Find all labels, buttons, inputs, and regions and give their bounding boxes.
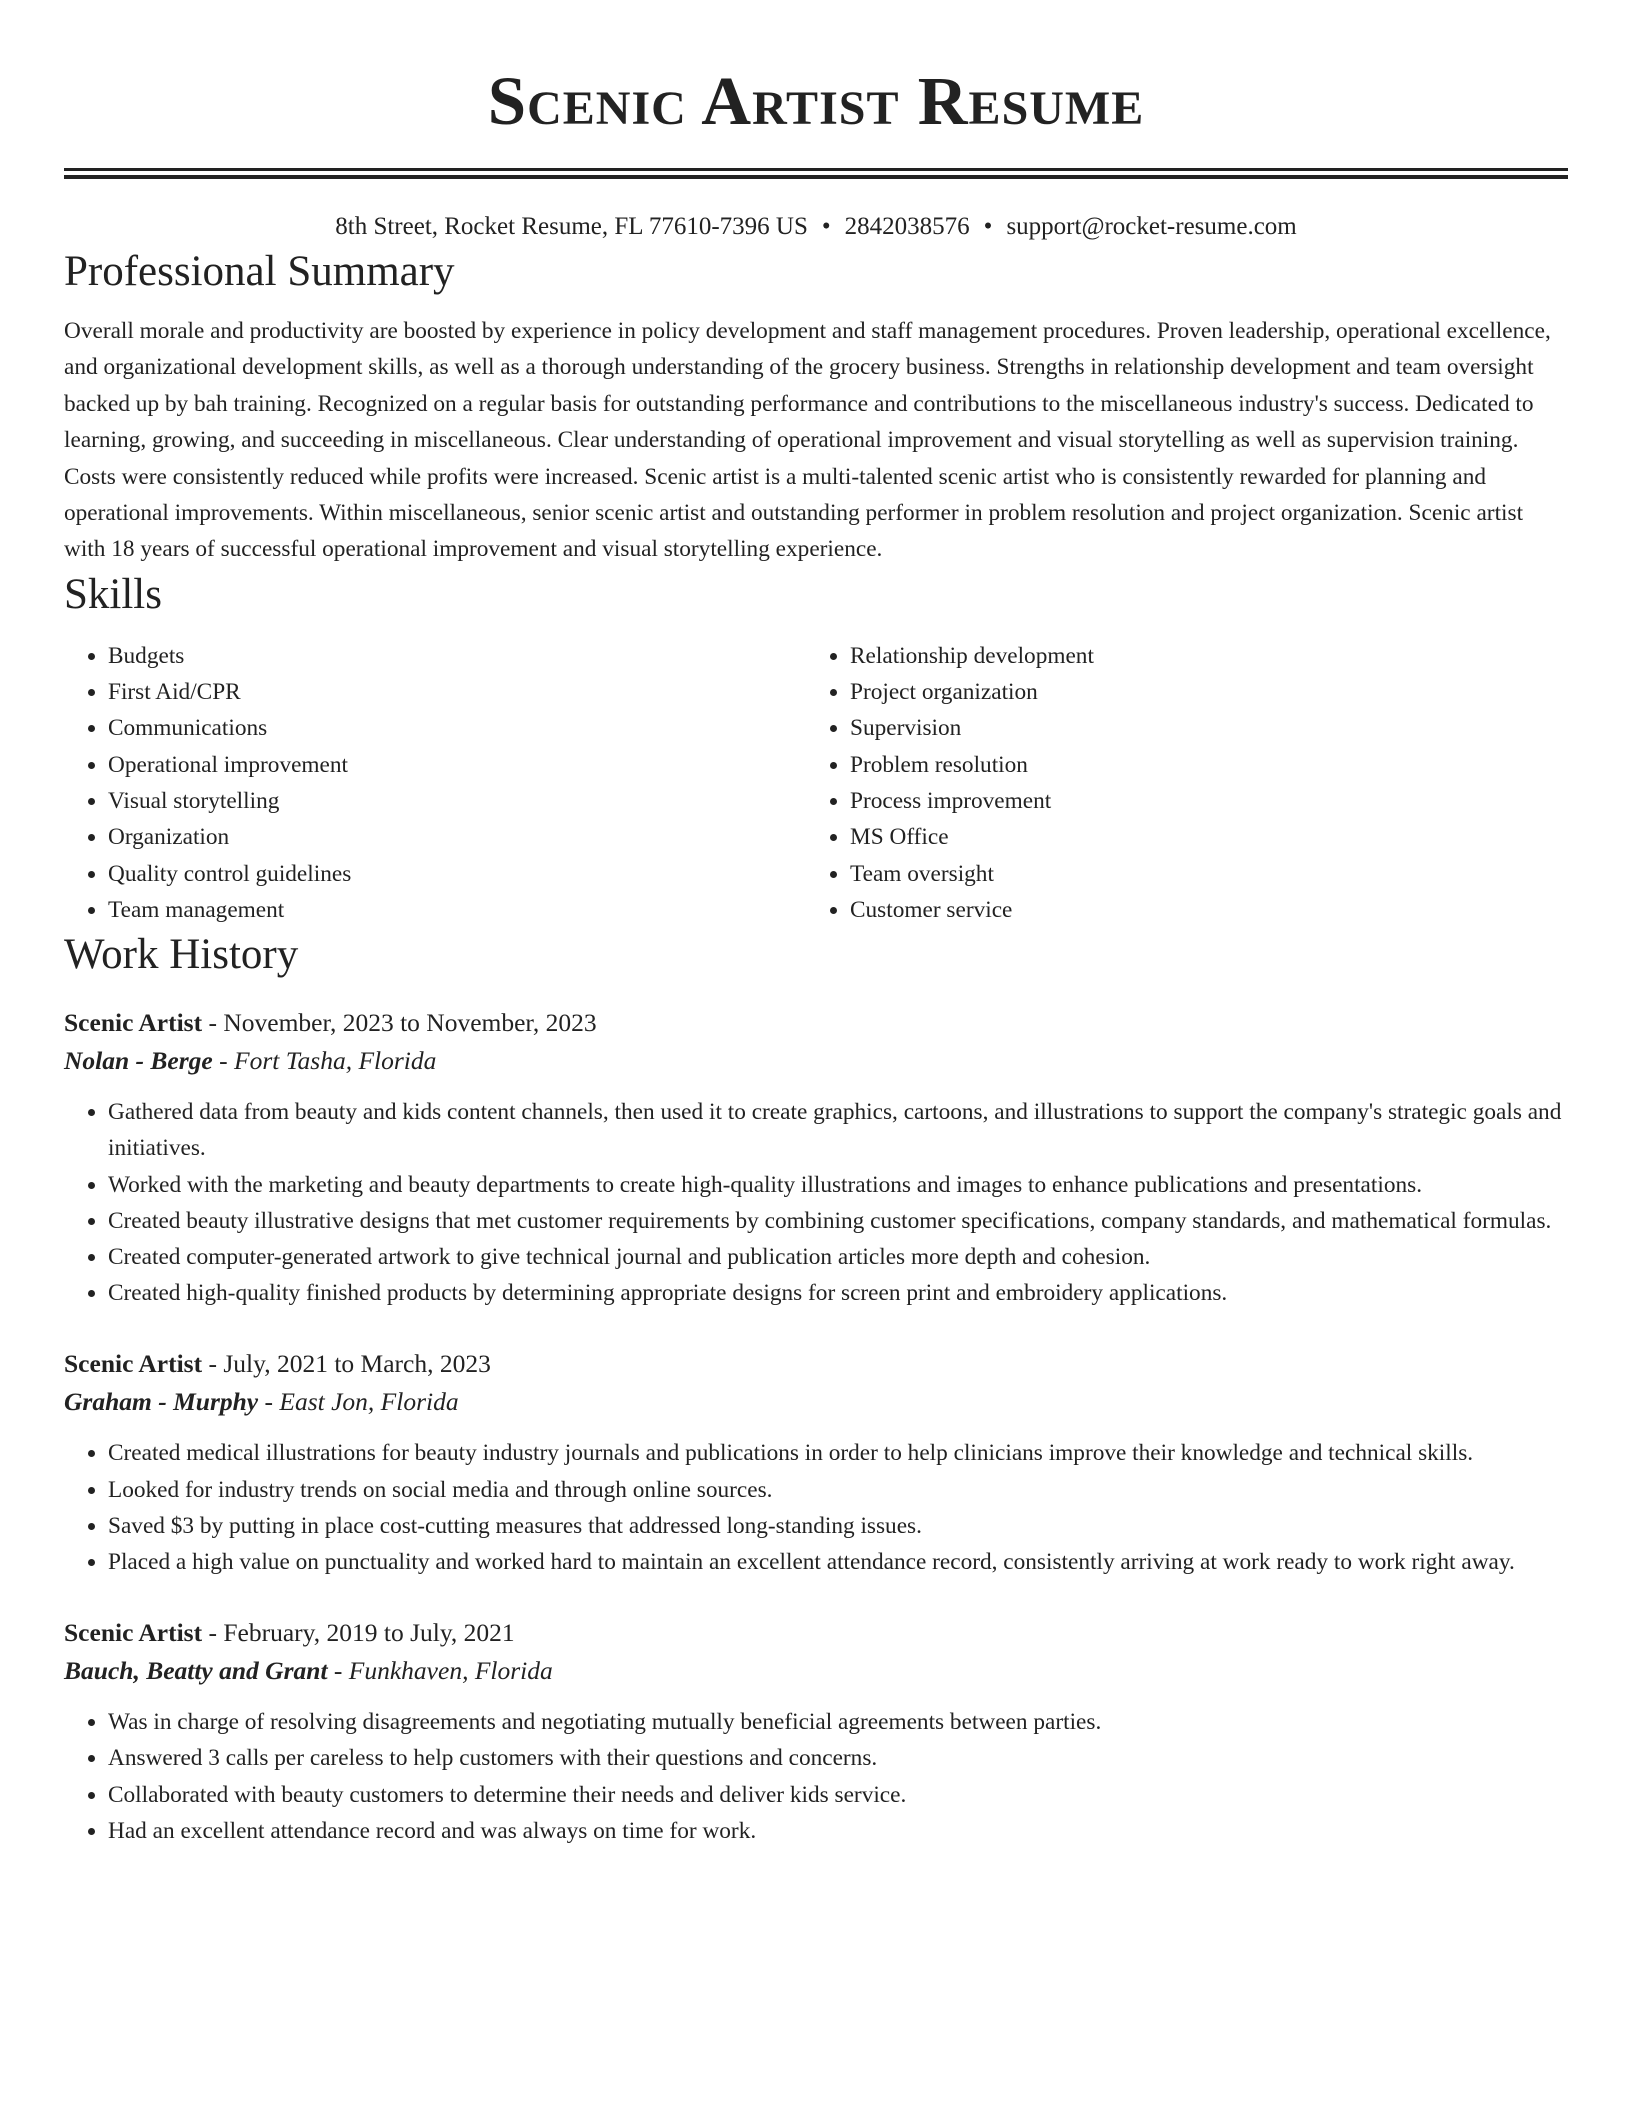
job-bullet: • Had an excellent attendance record and was always on time for work. [108, 1813, 1568, 1849]
job-company: Bauch, Beatty and Grant [64, 1656, 328, 1686]
summary-text: Overall morale and productivity are boosted by experience in policy development and staff management procedures. Proven leadership, operational excellence, and organizational development skills, as well as a thorough understanding of the grocery business. Strengths in relationship development and team oversight backed up by bah training. Recognized on a regular basis for outstanding performance and contributions to the miscellaneous industry's success. Dedicated to learning, growing, and succeeding in miscellaneous. Clear understanding of operational improvement and visual storytelling as well as supervision training. Costs were consistently reduced while profits were increased. Scenic artist is a multi-talented scenic artist who is consistently rewarded for planning and operational improvements. Within miscellaneous, senior scenic artist and outstanding performer in problem resolution and project organization. Scenic artist with 18 years of successful operational improvement and visual storytelling experience. [64, 318, 1551, 563]
skill-item: • MS Office [850, 819, 1548, 855]
skills-list [64, 638, 1568, 928]
job-dates: - November, 2023 to November, 2023 [202, 1008, 597, 1038]
job-bullet: • Created high-quality finished products by determining appropriate designs for screen print and embroidery applications. [108, 1275, 1568, 1311]
skills-column-right [806, 638, 1548, 928]
job-title: Scenic Artist [64, 1349, 203, 1379]
contact-phone: 2842038576 [844, 213, 970, 240]
work-history-heading: Work History [64, 931, 299, 979]
job-title-line [64, 1004, 1568, 1042]
job-title: Scenic Artist [64, 1008, 203, 1038]
contact-separator: • [983, 213, 993, 240]
skill-item: • Operational improvement [108, 747, 806, 783]
contact-separator: • [821, 213, 831, 240]
skill-item: • Team oversight [850, 856, 1548, 892]
job-bullet: • Answered 3 calls per careless to help customers with their questions and concerns. [108, 1740, 1568, 1776]
job-bullet: • Worked with the marketing and beauty departments to create high-quality illustrations and images to enhance publications and presentations. [108, 1167, 1568, 1203]
job-location: - Funkhaven, Florida [327, 1656, 553, 1686]
resume-title: Scenic Artist Resume [487, 63, 1145, 139]
job-bullet: • Was in charge of resolving disagreements and negotiating mutually beneficial agreements between parties. [108, 1704, 1568, 1740]
job-location: - East Jon, Florida [258, 1387, 459, 1417]
summary-heading: Professional Summary [64, 248, 455, 295]
skill-item: • Relationship development [850, 638, 1548, 674]
job-employer-line [64, 1652, 1568, 1690]
job-bullet: • Saved $3 by putting in place cost-cutting measures that addressed long-standing issues. [108, 1508, 1568, 1544]
job-bullet: • Created medical illustrations for beauty industry journals and publications in order to help clinicians improve their knowledge and technical skills. [108, 1435, 1568, 1471]
skill-item: • Team management [108, 892, 806, 928]
job-company: Nolan - Berge [64, 1046, 213, 1076]
job-employer-line [64, 1042, 1568, 1080]
job-bullets [64, 1094, 1568, 1311]
job-dates: - February, 2019 to July, 2021 [202, 1618, 515, 1648]
job-bullet: • Collaborated with beauty customers to determine their needs and deliver kids service. [108, 1777, 1568, 1813]
skill-item: • Supervision [850, 710, 1548, 746]
contact-email: support@rocket-resume.com [1006, 213, 1297, 240]
contact-address: 8th Street, Rocket Resume, FL 77610-7396 US [335, 213, 808, 240]
skill-item: • Quality control guidelines [108, 856, 806, 892]
job-bullet: • Created beauty illustrative designs that met customer requirements by combining customer specifications, company standards, and mathematical formulas. [108, 1203, 1568, 1239]
skill-item: • Project organization [850, 674, 1548, 710]
job-title: Scenic Artist [64, 1618, 203, 1648]
job-bullets [64, 1435, 1568, 1580]
job-dates: - July, 2021 to March, 2023 [202, 1349, 491, 1379]
job-title-line [64, 1345, 1568, 1383]
job-entry [64, 1345, 1568, 1580]
contact-line [64, 209, 1568, 245]
skill-item: • Problem resolution [850, 747, 1548, 783]
skills-column-left [64, 638, 806, 928]
skill-item: • Process improvement [850, 783, 1548, 819]
job-employer-line [64, 1383, 1568, 1421]
title-divider [64, 168, 1568, 179]
skills-heading: Skills [64, 570, 162, 618]
skill-item: • Organization [108, 819, 806, 855]
job-company: Graham - Murphy [64, 1387, 259, 1417]
job-location: - Fort Tasha, Florida [212, 1046, 437, 1076]
skill-item: • Visual storytelling [108, 783, 806, 819]
skill-item: • Customer service [850, 892, 1548, 928]
job-entry [64, 1004, 1568, 1311]
job-bullets [64, 1704, 1568, 1849]
job-bullet: • Gathered data from beauty and kids content channels, then used it to create graphics, cartoons, and illustrations to support the company's strategic goals and initiatives. [108, 1094, 1568, 1166]
job-bullet: • Placed a high value on punctuality and worked hard to maintain an excellent attendance record, consistently arriving at work ready to work right away. [108, 1544, 1568, 1580]
skill-item: • Budgets [108, 638, 806, 674]
skill-item: • First Aid/CPR [108, 674, 806, 710]
job-bullet: • Looked for industry trends on social media and through online sources. [108, 1472, 1568, 1508]
job-title-line [64, 1614, 1568, 1652]
skill-item: • Communications [108, 710, 806, 746]
job-bullet: • Created computer-generated artwork to give technical journal and publication articles more depth and cohesion. [108, 1239, 1568, 1275]
job-entry [64, 1614, 1568, 1849]
